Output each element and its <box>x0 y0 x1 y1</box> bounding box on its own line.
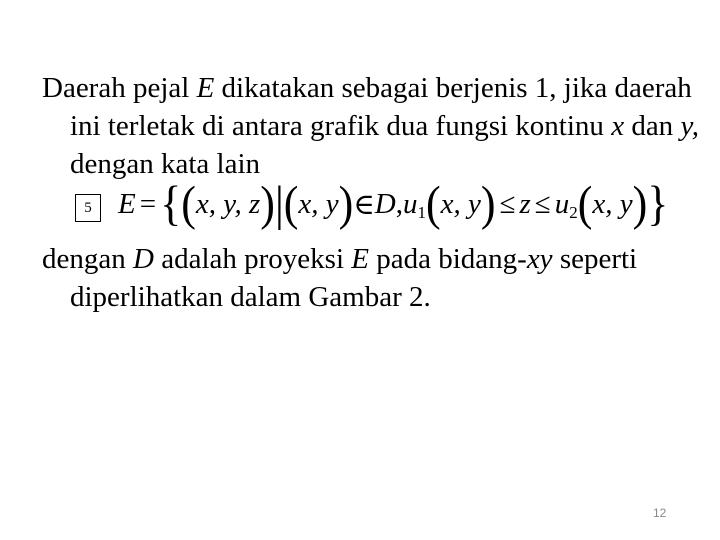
text: dengan kata lain <box>70 148 261 180</box>
text: Daerah pejal <box>42 72 197 104</box>
paragraph-definition <box>42 69 710 183</box>
left-paren: ( <box>577 176 593 231</box>
text: seperti diperlihatkan dalam Gambar 2. <box>70 243 638 313</box>
subscript: 1 <box>417 203 426 222</box>
set-variables: x, y, z <box>195 187 261 220</box>
element-of: ∈ <box>353 188 375 221</box>
variable-y: y, <box>680 110 699 142</box>
left-paren: ( <box>283 176 299 231</box>
function-u1: u <box>403 187 418 220</box>
function-u2: u <box>554 187 570 220</box>
u1-args: x, y <box>440 187 481 220</box>
left-brace: { <box>160 176 182 231</box>
variable-xy: xy <box>526 243 553 275</box>
leq-sign: ≤ <box>499 187 516 220</box>
text: dan <box>624 110 681 142</box>
text: adalah proyeksi <box>153 243 352 275</box>
text: pada bidang- <box>368 243 527 275</box>
right-paren: ) <box>338 176 354 231</box>
leq-sign: ≤ <box>534 187 551 220</box>
subscript: 2 <box>569 203 578 222</box>
domain-D: D <box>374 187 396 220</box>
set-formula: E = { ( x, y, z ) | ( x, y ) ∈ D , u 1 ( x, y ) ≤ z ≤ u 2 ( x, y ) } <box>118 176 669 231</box>
text: dikatakan sebagai berjenis 1, jika daerah ini terletak di antara grafik dua fungsi kontinu <box>70 72 692 142</box>
variable-E: E <box>196 72 215 104</box>
left-paren: ( <box>181 176 196 231</box>
text: dengan <box>42 243 133 275</box>
vertical-bar: | <box>274 176 284 231</box>
page-number: 12 <box>653 506 667 520</box>
paragraph-projection <box>42 240 710 316</box>
equals-sign: = <box>139 187 157 220</box>
right-paren: ) <box>480 176 496 231</box>
variable-D: D <box>133 243 154 275</box>
right-brace: } <box>647 176 669 231</box>
formula-lhs: E <box>118 187 136 220</box>
variable-E: E <box>351 243 369 275</box>
variable-z: z <box>519 187 531 220</box>
pair-variables: x, y <box>298 187 339 220</box>
variable-x: x <box>611 110 625 142</box>
equation-number: 5 <box>84 199 92 216</box>
equation-number-box <box>75 194 101 222</box>
right-paren: ) <box>260 176 275 231</box>
left-paren: ( <box>426 176 441 231</box>
right-paren: ) <box>632 176 648 231</box>
u2-args: x, y <box>592 187 633 220</box>
